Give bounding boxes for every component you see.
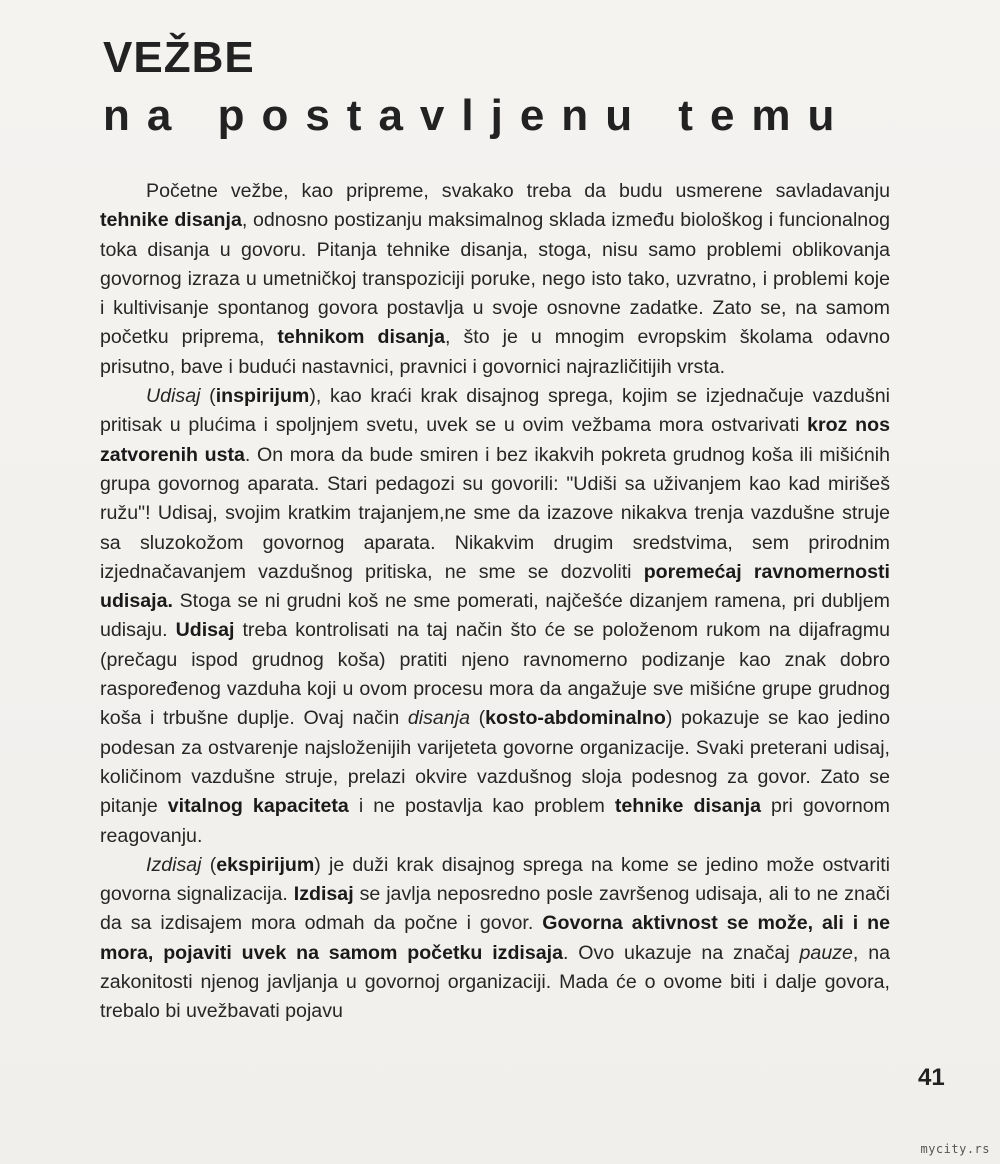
text-run: Udisaj (146, 385, 201, 408)
text-run: , što je u mnogim evropskim školama odavno prisutno, bave i budući nastavnici, pravnici i govornici najrazličitijih vrsta. (100, 326, 890, 378)
text-run: kroz nos zatvorenih usta (100, 414, 890, 466)
watermark: mycity.rs (920, 1142, 990, 1156)
text-run: pri govornom reagovanju. (100, 795, 890, 847)
text-run: . On mora da bude smiren i bez ikakvih pokreta grudnog koša ili mišićnih grupa govornog aparata. Stari pedagozi su govorili: "Udiši sa uživanjem kao kad mirišeš ružu"! Udisaj, svojim kratkim trajanjem,ne sme da izazove nikakva trenja vazdušne struje sa sluzokožom govornog aparata. Nikakvim drugim sredstvima, sem prirodnim izjednačavanjem vazdušnog pritiska, ne sme se dozvoliti (100, 443, 890, 583)
text-run: poremećaj ravnomernosti udisaja. (100, 560, 890, 613)
text-run: tehnikom disanja (277, 326, 446, 349)
text-run: tehnike disanja (614, 795, 762, 818)
text-run: ) pokazuje se kao jedino podesan za ostvarenje najsloženijih varijeteta govorne organizacije. Svaki preterani udisaj, količinom vazdušne struje, prelazi okvire vazdušnog sloja podesnog za govor. Zato se pitanje (100, 707, 891, 818)
body-text (100, 177, 890, 1027)
text-run: i ne postavlja kao problem (348, 795, 615, 818)
chapter-subtitle: na postavljenu temu (103, 91, 852, 140)
paragraph-exhalation (100, 851, 890, 1027)
text-run: , odnosno postizanju maksimalnog sklada između biološkog i funcionalnog toka disanja u govoru. Pitanja tehnike disanja, stoga, nisu samo problemi oblikovanja govornog izraza u umetničkoj transpoziciji poruke, nego isto tako, uzvratno, i problemi koje i kultivisanje spontanog govora postavlja u svoje osnovne zadatke. Zato se, na samom početku priprema, (100, 209, 890, 349)
text-run: ) je duži krak disajnog sprega na kome se jedino može ostvariti govorna signalizacija. (100, 853, 891, 906)
text-run: Početne vežbe, kao pripreme, svakako treba da budu usmerene savladavanju (146, 180, 890, 202)
text-run: se javlja neposredno posle završenog udisaja, ali to ne znači da sa izdisajem mora odmah da počne i govor. (100, 883, 890, 935)
text-run: Stoga se ni grudni koš ne sme pomerati, najčešće dizanjem ramena, pri dubljem udisaju. (100, 590, 890, 642)
text-run: pauze (799, 941, 853, 964)
text-run: tehnike disanja (100, 209, 242, 232)
text-run: ( (200, 385, 216, 408)
text-run: . Ovo ukazuje na značaj (563, 941, 800, 964)
text-run: inspirijum (215, 385, 310, 408)
text-run: ( (201, 853, 217, 876)
text-run: , na zakonitosti njenog javljanja u govornoj organizaciji. Mada će o ovome biti i dalje govora, trebalo bi uvežbavati pojavu (100, 941, 890, 1023)
text-run: vitalnog kapaciteta (167, 795, 349, 818)
paragraph-inhalation (100, 382, 890, 851)
text-run: disanja (407, 707, 470, 730)
chapter-title: VEŽBE (103, 33, 255, 82)
text-run: Udisaj (175, 619, 235, 642)
text-run: Govorna aktivnost se može, ali i ne mora, pojaviti uvek na samom početku izdisaja (100, 912, 891, 964)
page-number: 41 (918, 1064, 945, 1091)
text-run: Izdisaj (146, 853, 202, 876)
text-run: treba kontrolisati na taj način što će se položenom rukom na dijafragmu (prečagu ispod grudnog koša) pratiti njeno ravnomerno podizanje kao znak dobro raspoređenog vazduha koji u ovom procesu mora da angažuje sve mišićne grupe grudnog koša i trbušne duplje. Ovaj način (100, 619, 890, 730)
text-run: ekspirijum (216, 853, 315, 876)
text-run: kosto-abdominalno (485, 707, 666, 730)
text-run: ), kao kraći krak disajnog sprega, kojim se izjednačuje vazdušni pritisak u plućima i spoljnjem svetu, uvek se u ovim vežbama mora ostvarivati (100, 385, 890, 437)
paragraph-breathing-technique (100, 177, 890, 382)
text-run: Izdisaj (293, 883, 354, 906)
text-run: ( (469, 707, 486, 730)
